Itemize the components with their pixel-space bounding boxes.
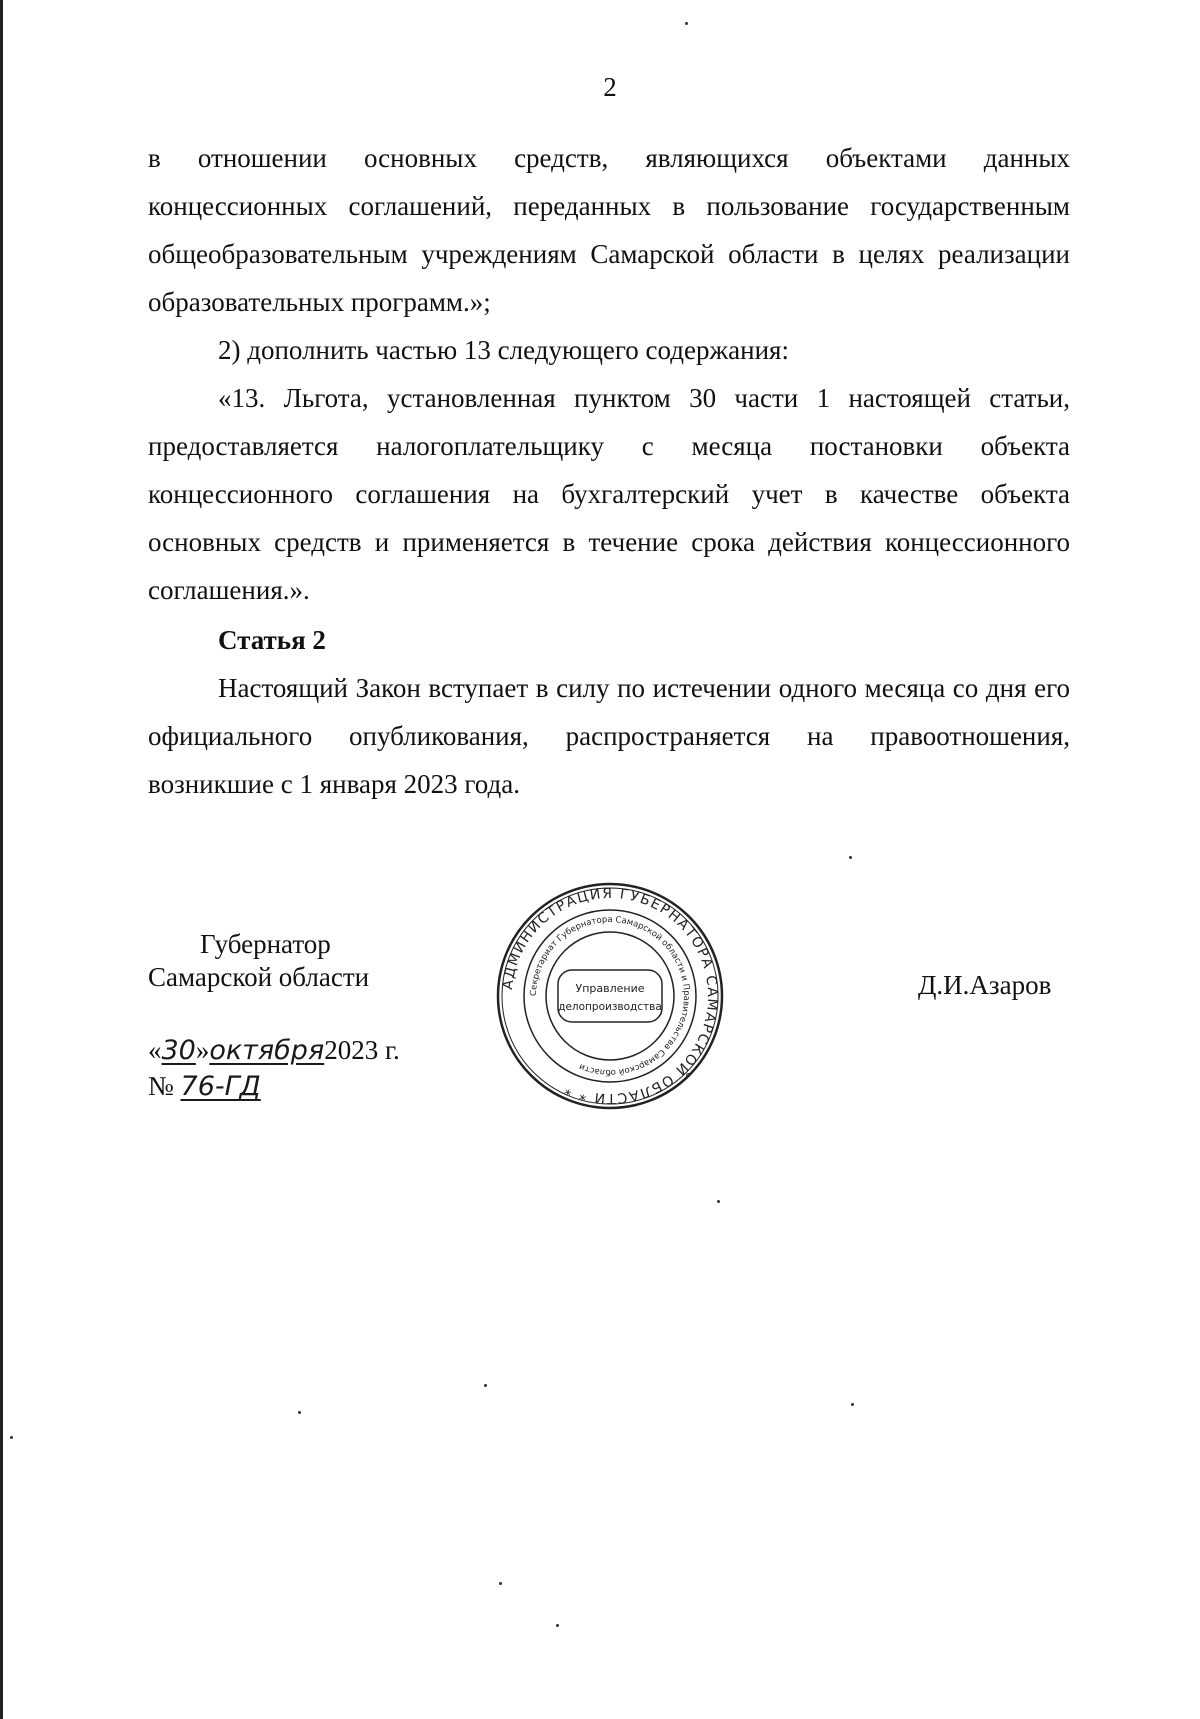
number-prefix: № <box>148 1071 174 1101</box>
page-number: 2 <box>603 72 617 102</box>
official-seal <box>494 880 726 1112</box>
signer-name: Д.И.Азаров <box>918 970 1052 1000</box>
scan-speck <box>849 856 852 859</box>
date-day-handwritten: 30 <box>161 1035 196 1066</box>
scan-speck <box>298 1411 301 1414</box>
date-year: 2023 г. <box>324 1035 400 1065</box>
seal-outer-text: АДМИНИСТРАЦИЯ ГУБЕРНАТОРА САМАРСКОЙ ОБЛАСТИ * * <box>500 885 721 1107</box>
signer-title-line2: Самарской области <box>148 962 370 992</box>
date-close-quote: » <box>195 1035 210 1065</box>
seal-center-line1: Управление <box>575 982 645 995</box>
scan-speck <box>499 1582 502 1585</box>
seal-inner-ring <box>546 932 674 1060</box>
seal-center-line2: делопроизводства <box>558 1001 662 1013</box>
paragraph-part-13: «13. Льгота, установленная пунктом 30 части 1 настоящей статьи, предоставляется налогоплательщику с месяца постановки объекта концессионного соглашения на бухгалтерский учет в качестве объекта основных средств и применяется в течение срока действия концессионного соглашения.». <box>148 383 1070 605</box>
date-month-handwritten: октября <box>209 1035 325 1066</box>
signing-date <box>148 1033 400 1068</box>
number-value-handwritten: 76-ГД <box>180 1071 261 1102</box>
scan-edge <box>0 0 3 1719</box>
scan-speck <box>484 1384 487 1387</box>
document-body <box>148 134 1070 808</box>
paragraph-amendment-item: 2) дополнить частью 13 следующего содержания: <box>218 335 789 365</box>
article-text: Настоящий Закон вступает в силу по истечении одного месяца со дня его официального опубликования, распространяется на правоотношения, возникшие с 1 января 2023 года. <box>148 673 1070 799</box>
scan-speck <box>685 22 688 25</box>
scan-speck <box>851 1403 854 1406</box>
date-open-quote: « <box>148 1035 162 1065</box>
signer-title-line1: Губернатор <box>200 929 331 959</box>
paragraph-continuation: в отношении основных средств, являющихся объектами данных концессионных соглашений, переданных в пользование государственным общеобразовательным учреждениям Самарской области в целях реализации образовательных программ.»; <box>148 143 1070 317</box>
article-heading: Статья 2 <box>218 625 326 655</box>
scan-speck <box>717 1200 720 1203</box>
seal-middle-ring <box>524 910 696 1082</box>
signer-title <box>148 928 369 994</box>
scan-speck <box>556 1624 559 1627</box>
scan-speck <box>10 1436 13 1439</box>
law-number <box>148 1069 261 1104</box>
seal-center-frame <box>558 970 662 1022</box>
seal-inner-ring-text: Секретариат Губернатора Самарской области и Правительства Самарской области <box>528 914 692 1078</box>
